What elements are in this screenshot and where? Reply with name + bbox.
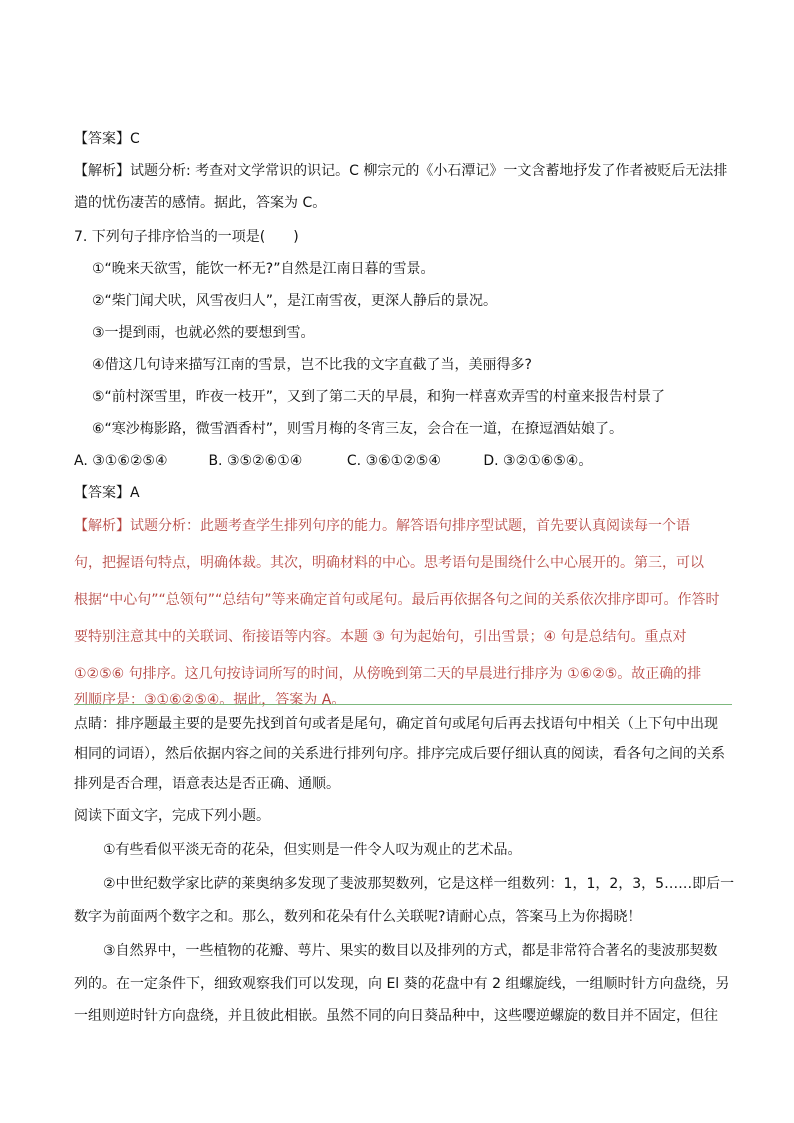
choice-d: D. ③②①⑥⑤④。: [483, 453, 593, 469]
analysis-2-line-5: ①②⑤⑥ 句排序。这几句按诗词所写的时间，从傍晚到第二天的早晨进行排序为 ①⑥②⑤。故正确的排: [74, 666, 702, 682]
analysis-2-line-4: 要特别注意其中的关联词、衔接语等内容。本题 ③ 句为起始句，引出雪景；④ 句是总结句。重点对: [74, 629, 687, 645]
reading-intro: 阅读下面文字，完成下列小题。: [74, 808, 270, 824]
choice-a: A. ③①⑥②⑤④: [74, 453, 168, 469]
answer-1: 【答案】C: [74, 131, 140, 147]
answer-2: 【答案】A: [74, 485, 140, 501]
analysis-2-line-3: 根据“中心句”“总领句”“总结句”等来确定首句或尾句。最后再依据各句之间的关系依次排序即可。作答时: [74, 592, 720, 608]
question-7-sentence-5: ⑤“前村深雪里，昨夜一枝开”，又到了第二天的早晨，和狗一样喜欢弄雪的村童来报告村景了: [92, 389, 666, 405]
question-7-sentence-4: ④借这几句诗来描写江南的雪景，岂不比我的文字直截了当，美丽得多?: [92, 357, 532, 373]
question-7-sentence-2: ②“柴门闻犬吠，风雪夜归人”，是江南雪夜，更深人静后的景况。: [92, 293, 498, 309]
passage-paragraph-3-line-3: 一组则逆时针方向盘绕，并且彼此相嵌。虽然不同的向日葵品种中，这些嘤逆螺旋的数目并不固定，但往: [74, 1008, 718, 1024]
passage-paragraph-3-line-1: ③自然界中，一些植物的花瓣、萼片、果实的数目以及排列的方式，都是非常符合著名的斐波那契数: [103, 943, 718, 959]
analysis-1-line-1: 【解析】试题分析: 考查对文学常识的识记。C 柳宗元的《小石潭记》一文含蓄地抒发了作者被贬后无法排: [74, 163, 728, 179]
passage-paragraph-2-line-1: ②中世纪数学家比萨的莱奥纳多发现了斐波那契数列，它是这样一组数列：1，1，2，3，5……即后一: [103, 876, 735, 892]
tip-line-1: 点睛：排序题最主要的是要先找到首句或者是尾句，确定首句或尾句后再去找语句中相关（上下句中出现: [74, 716, 718, 732]
analysis-1-line-2: 遣的忧伤凄苦的感情。据此，答案为 C。: [74, 195, 327, 211]
passage-paragraph-3-line-2: 列的。在一定条件下，细致观察我们可以发现，向 El 葵的花盘中有 2 组螺旋线，一组顺时针方向盘绕，另: [74, 976, 730, 992]
question-7-sentence-1: ①“晚来天欲雪，能饮一杯无?”自然是江南日暮的雪景。: [92, 261, 435, 277]
analysis-2-line-2: 句，把握语句特点，明确体裁。其次，明确材料的中心。思考语句是围绕什么中心展开的。第三，可以: [74, 555, 704, 571]
analysis-2-line-6: 列顺序是：③①⑥②⑤④。据此，答案为 A。: [74, 692, 346, 708]
tip-line-3: 排列是否合理，语意表达是否正确、通顺。: [74, 776, 340, 792]
analysis-2-line-1: 【解析】试题分析：此题考查学生排列句序的能力。解答语句排序型试题，首先要认真阅读每一个语: [74, 518, 690, 534]
section-divider: [74, 704, 732, 705]
question-7-sentence-3: ③一提到雨，也就必然的要想到雪。: [92, 325, 315, 341]
passage-paragraph-2-line-2: 数字为前面两个数字之和。那么，数列和花朵有什么关联呢?请耐心点，答案马上为你揭晓！: [74, 909, 642, 925]
choice-b: B. ③⑤②⑥①④: [208, 453, 303, 469]
choice-c: C. ③⑥①②⑤④: [346, 453, 441, 469]
question-7-sentence-6: ⑥“寒沙梅影路，微雪酒香村”，则雪月梅的冬宵三友，会合在一道，在撩逗酒姑娘了。: [92, 421, 624, 437]
passage-paragraph-1: ①有些看似平淡无奇的花朵，但实则是一件令人叹为观止的艺术品。: [103, 842, 522, 858]
question-7-choices: [74, 451, 592, 471]
tip-line-2: 相同的词语），然后依据内容之间的关系进行排列句序。排序完成后要仔细认真的阅读，看各句之间的关系: [74, 746, 725, 762]
question-7-stem: 7. 下列句子排序恰当的一项是( ): [74, 229, 299, 245]
